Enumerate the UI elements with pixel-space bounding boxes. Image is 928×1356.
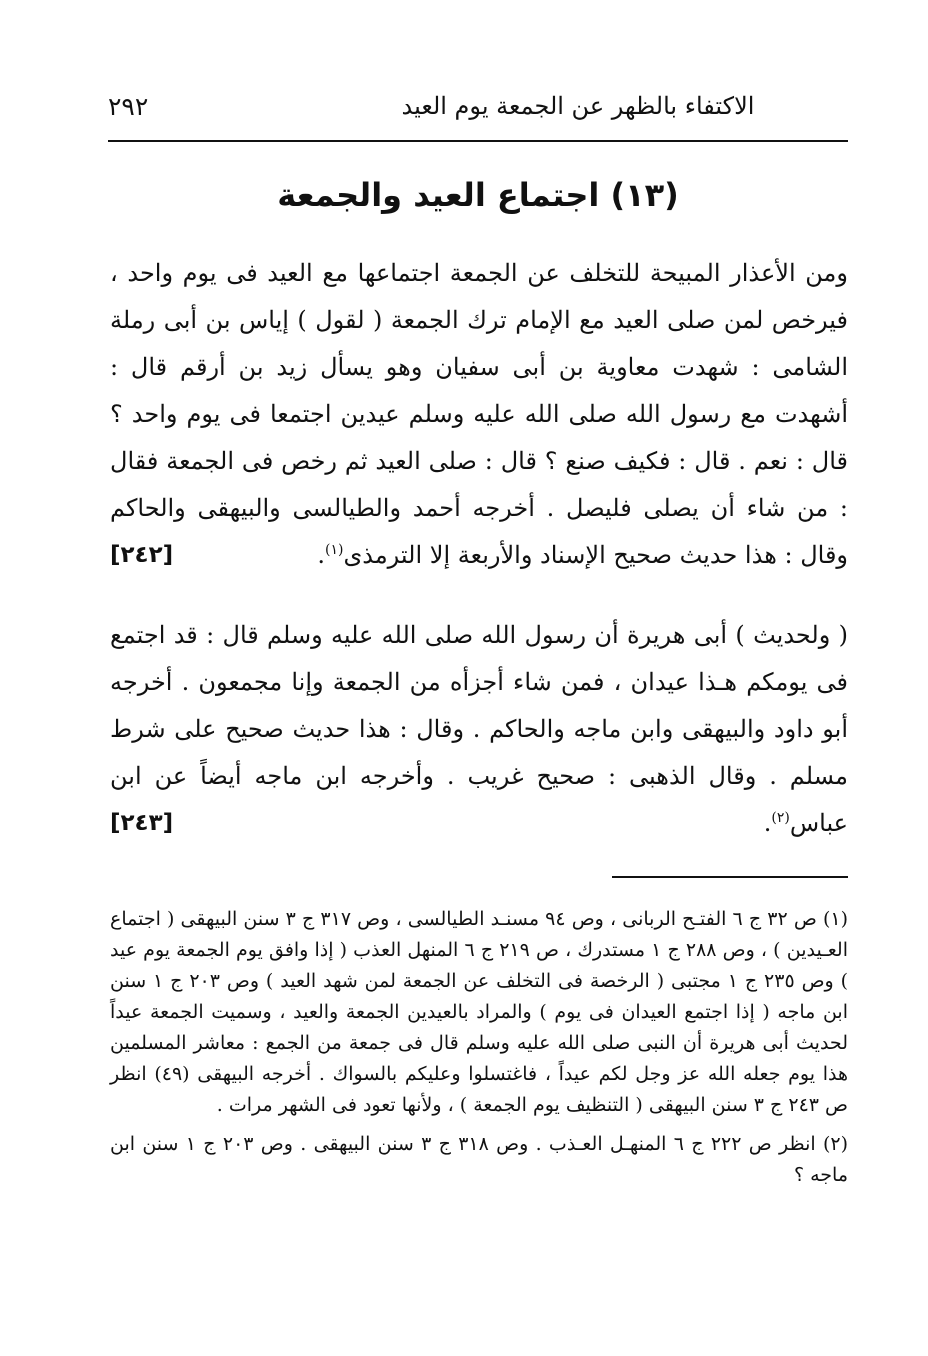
paragraph-2-text: ( ولحديث ) أبى هريرة أن رسول الله صلى الله عليه وسلم قال : قد اجتمع فى يومكم هـذا عيدان ، فمن شاء أجزأه من الجمعة وإنا مجمعون . أخرجه أبو داود والبيهقى وابن ماجه والحاكم . وقال : هذا حديث صحيح على شرط مسلم . وقال الذهبى : صحيح غريب . وأخرجه ابن ماجه أيضاً عن ابن عباس <box>110 621 848 837</box>
footnote-mark-1[interactable]: (١) <box>324 542 344 558</box>
paragraph-1 <box>110 250 848 579</box>
hadith-ref-243: [٢٤٣] <box>110 810 174 836</box>
page-number: ٢٩٢ <box>108 92 149 121</box>
paragraph-1-text: ومن الأعذار المبيحة للتخلف عن الجمعة اجتماعها مع العيد فى يوم واحد ، فيرخص لمن صلى العيد مع الإمام ترك الجمعة ( لقول ) إياس بن أبى رملة الشامى : شهدت معاوية بن أبى سفيان وهو يسأل زيد بن أرقم قال : أشهدت مع رسول الله صلى الله عليه وسلم عيدين اجتمعا فى يوم واحد ؟ قال : نعم . قال : فكيف صنع ؟ قال : صلى العيد ثم رخص فى الجمعة فقال : من شاء أن يصلى فليصل . أخرجه أحمد والطيالسى والبيهقى والحاكم وقال : هذا حديث صحيح الإسناد والأربعة إلا الترمذى <box>110 259 848 569</box>
header-divider <box>108 140 848 142</box>
paragraph-1-end: . <box>317 541 325 569</box>
paragraph-2-end: . <box>763 809 772 837</box>
footnotes <box>110 904 848 1199</box>
running-header <box>108 88 848 134</box>
running-header-title: الاكتفاء بالظهر عن الجمعة يوم العيد <box>401 92 755 120</box>
footnote-1: (١) ص ٣٢ ج ٦ الفتـح الربانى ، وص ٩٤ مسنـد الطيالسى ، وص ٣١٧ ج ٣ سنن البيهقى ( اجتماع العـيدين ) ، وص ٢٨٨ ج ١ مستدرك ، ص ٢١٩ ج ٦ المنهل العذب ( إذا وافق يوم الجمعة يوم عيد ) وص ٢٣٥ ج ١ مجتبى ( الرخصة فى التخلف عن الجمعة لمن شهد العيد ) وص ٢٠٣ ج ١ سنن ابن ماجه ( إذا اجتمع العيدان فى يوم ) والمراد بالعيدين الجمعة والعيد ، وسميت الجمعة عيداً لحديث أبى هريرة أن النبى صلى الله عليه وسلم قال فى جمعة من الجمع : معاشر المسلمين هذا يوم جعله الله عز وجل لكم عيداً ، فاغتسلوا وعليكم بالسواك . أخرجه البيهقى (٤٩) انظر ص ٢٤٣ ج ٣ سنن البيهقى ( التنظيف يوم الجمعة ) ، ولأنها تعود فى الشهر مرات . <box>110 908 849 1116</box>
footnote-2: (٢) انظر ص ٢٢٢ ج ٦ المنهـل العـذب . وص ٣١٨ ج ٣ سنن البيهقى . وص ٢٠٣ ج ١ سنن ابن ماجه ؟ <box>110 1133 849 1186</box>
footnote-mark-2[interactable]: (٢) <box>771 810 790 826</box>
chapter-title: (١٣) اجتماع العيد والجمعة <box>277 176 679 214</box>
footnote-divider <box>612 876 848 878</box>
paragraph-2 <box>110 612 848 847</box>
hadith-ref-242: [٢٤٢] <box>110 542 174 568</box>
